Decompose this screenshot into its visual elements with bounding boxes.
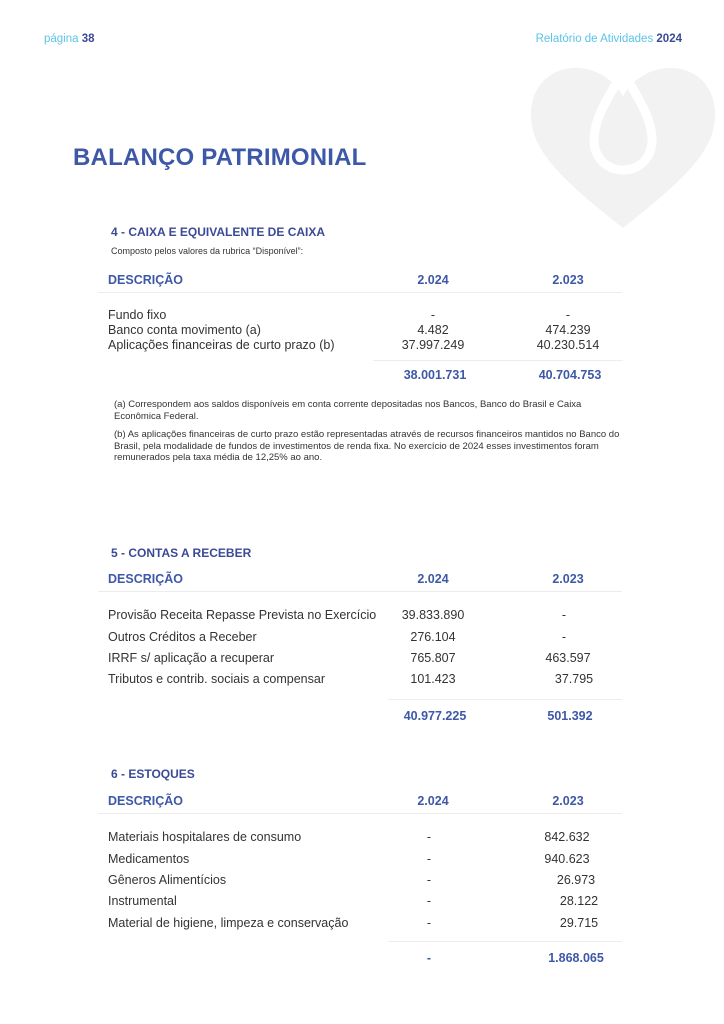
value-2024: - <box>430 308 436 322</box>
footnote-b: (b) As aplicações financeiras de curto prazo estão representadas através de recursos financeiros mantidos no Banco do Brasil, pela modalidade de fundos de investimentos de renda fixa. No exercício de 2024 esses investimentos foram remunerados pela taxa média de 12,25% ao ano. <box>114 429 620 463</box>
value-2024: 276.104 <box>410 630 456 644</box>
value-2024: - <box>426 873 432 887</box>
value-2024: - <box>426 916 432 930</box>
column-header-2023: 2.023 <box>552 273 584 287</box>
column-header-description: DESCRIÇÃO <box>108 273 184 287</box>
value-2023: 37.795 <box>554 672 594 686</box>
column-header-2023: 2.023 <box>552 794 584 808</box>
heart-drop-icon <box>528 62 718 230</box>
value-2023: - <box>561 608 567 622</box>
column-header-description: DESCRIÇÃO <box>108 794 184 808</box>
table-row-label: Fundo fixo <box>108 308 167 322</box>
footnote-a: (a) Correspondem aos saldos disponíveis em conta corrente depositadas nos Bancos, Banco do Brasil e Caixa Econômica Federal. <box>114 399 582 422</box>
column-header-2023: 2.023 <box>552 572 584 586</box>
value-2023: - <box>561 630 567 644</box>
total-2024: 38.001.731 <box>403 368 467 382</box>
value-2023: 842.632 <box>544 830 590 844</box>
value-2023: 474.239 <box>545 323 591 337</box>
value-2023: 28.122 <box>559 894 599 908</box>
page-title: BALANÇO PATRIMONIAL <box>73 144 367 171</box>
total-divider <box>388 941 622 942</box>
table-row-label: Instrumental <box>108 894 177 908</box>
table-row-label: IRRF s/ aplicação a recuperar <box>108 651 275 665</box>
column-header-2024: 2.024 <box>417 273 449 287</box>
value-2024: - <box>426 894 432 908</box>
report-title-text: Relatório de Atividades <box>535 33 654 45</box>
value-2023: 40.230.514 <box>536 338 600 352</box>
divider <box>98 591 622 592</box>
value-2023: 463.597 <box>545 651 591 665</box>
value-2024: 765.807 <box>410 651 456 665</box>
total-2024: 40.977.225 <box>403 709 467 723</box>
value-2024: 101.423 <box>410 672 456 686</box>
value-2023: 940.623 <box>544 852 590 866</box>
total-2024: - <box>426 951 432 965</box>
total-divider <box>373 360 623 361</box>
column-header-description: DESCRIÇÃO <box>108 572 184 586</box>
divider <box>98 292 622 293</box>
value-2024: 39.833.890 <box>401 608 465 622</box>
table-row-label: Provisão Receita Repasse Prevista no Exercício <box>108 608 377 622</box>
value-2023: 29.715 <box>559 916 599 930</box>
page-label: página <box>44 33 79 45</box>
section-subtitle: Composto pelos valores da rubrica “Disponível”: <box>111 246 304 256</box>
report-year: 2024 <box>656 33 682 45</box>
value-2023: - <box>565 308 571 322</box>
table-row-label: Materiais hospitalares de consumo <box>108 830 302 844</box>
divider <box>98 813 622 814</box>
table-row-label: Medicamentos <box>108 852 190 866</box>
value-2023: 26.973 <box>556 873 596 887</box>
total-2023: 501.392 <box>547 709 593 723</box>
section-title: 6 - ESTOQUES <box>111 767 195 781</box>
value-2024: - <box>426 830 432 844</box>
value-2024: 37.997.249 <box>401 338 465 352</box>
table-row-label: Tributos e contrib. sociais a compensar <box>108 672 325 686</box>
value-2024: 4.482 <box>417 323 449 337</box>
total-divider <box>388 699 622 700</box>
report-title <box>536 33 682 45</box>
column-header-2024: 2.024 <box>417 572 449 586</box>
table-row-label: Aplicações financeiras de curto prazo (b) <box>108 338 335 352</box>
section-title: 5 - CONTAS A RECEBER <box>111 546 252 560</box>
page-number-value: 38 <box>81 33 95 45</box>
table-row-label: Material de higiene, limpeza e conservação <box>108 916 349 930</box>
section-title: 4 - CAIXA E EQUIVALENTE DE CAIXA <box>111 225 326 239</box>
total-2023: 40.704.753 <box>538 368 602 382</box>
table-row-label: Banco conta movimento (a) <box>108 323 261 337</box>
page-number <box>44 33 95 45</box>
value-2024: - <box>426 852 432 866</box>
total-2023: 1.868.065 <box>548 951 604 965</box>
column-header-2024: 2.024 <box>417 794 449 808</box>
table-row-label: Gêneros Alimentícios <box>108 873 227 887</box>
table-row-label: Outros Créditos a Receber <box>108 630 257 644</box>
